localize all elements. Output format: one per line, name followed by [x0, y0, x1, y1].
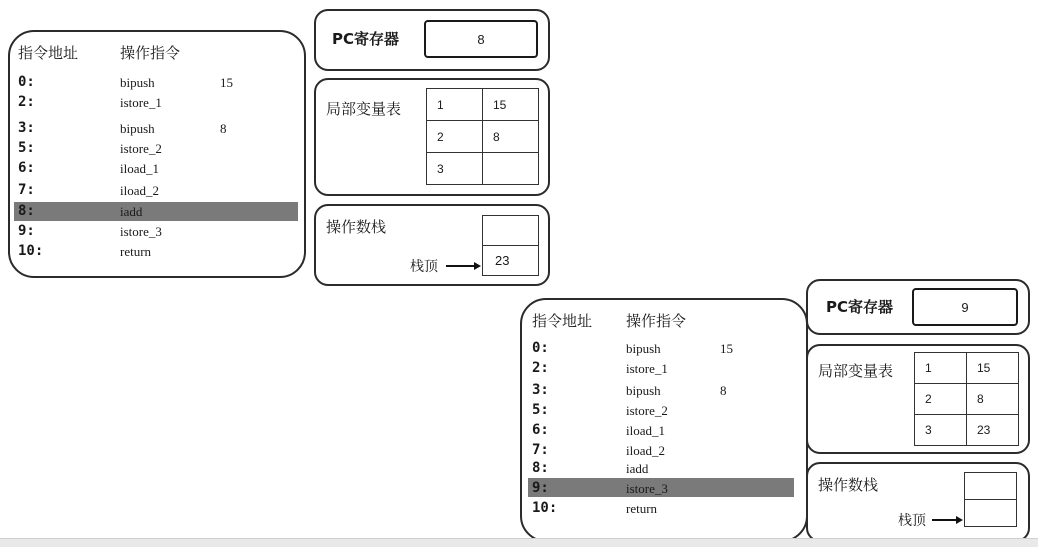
operand-stack-slot-row: [483, 216, 539, 246]
instruction-address: 2:: [18, 94, 35, 110]
instruction-opcode: iadd: [120, 204, 143, 219]
stack-top-arrow-head: [956, 516, 963, 524]
instruction-opcode: istore_3: [120, 224, 162, 239]
pc-register-label: PC寄存器: [332, 30, 400, 48]
instruction-address: 7:: [532, 442, 549, 458]
instruction-address: 3:: [532, 382, 549, 398]
local-variable-slot: 1: [915, 353, 967, 384]
instruction-address: 5:: [18, 140, 35, 156]
local-variable-slot: 3: [427, 153, 483, 185]
operand-stack-slot: [965, 473, 1017, 500]
local-variable-value: 8: [967, 384, 1019, 415]
instruction-address: 6:: [18, 160, 35, 176]
operand-stack-slot: [965, 500, 1017, 527]
snapshot-2: [510, 270, 1038, 540]
addr-header: 指令地址: [18, 44, 79, 62]
stack-top-arrow-line: [932, 519, 956, 521]
instruction-list-box: [520, 298, 808, 542]
instruction-opcode: return: [120, 244, 152, 259]
operand-stack-label: 操作数栈: [818, 476, 879, 494]
instruction-address: 2:: [532, 360, 549, 376]
instruction-opcode: bipush: [120, 75, 155, 90]
instruction-address: 6:: [532, 422, 549, 438]
pc-register-value: 9: [912, 288, 1018, 326]
instruction-address: 10:: [18, 243, 44, 259]
local-variable-table: [914, 352, 1019, 446]
instruction-opcode: iload_2: [120, 183, 159, 198]
local-variable-value: 23: [967, 415, 1019, 446]
local-variable-slot: 2: [915, 384, 967, 415]
stack-top-label: 栈顶: [898, 513, 926, 529]
instruction-opcode: istore_2: [120, 141, 162, 156]
local-variable-row: [427, 121, 539, 153]
local-variable-table-label: 局部变量表: [326, 100, 402, 118]
instruction-address: 0:: [532, 340, 549, 356]
instruction-opcode: istore_3: [626, 481, 668, 496]
stack-top-arrow-line: [446, 265, 474, 267]
stack-top-label: 栈顶: [410, 259, 438, 275]
local-variable-row: [915, 415, 1019, 446]
instruction-opcode: bipush: [626, 383, 661, 398]
local-variable-value: 15: [967, 353, 1019, 384]
op-header: 操作指令: [626, 312, 687, 330]
pc-register-label: PC寄存器: [826, 298, 894, 316]
pc-register-value: 8: [424, 20, 538, 58]
instruction-address: 8:: [18, 203, 35, 219]
instruction-address: 10:: [532, 500, 558, 516]
instruction-opcode: istore_1: [626, 361, 668, 376]
local-variable-slot: 2: [427, 121, 483, 153]
instruction-address: 7:: [18, 182, 35, 198]
instruction-operand: 15: [220, 75, 233, 90]
local-variable-row: [427, 89, 539, 121]
instruction-opcode: return: [626, 501, 658, 516]
operand-stack-label: 操作数栈: [326, 218, 387, 236]
local-variable-table: [426, 88, 539, 185]
instruction-opcode: istore_1: [120, 95, 162, 110]
local-variable-slot: 1: [427, 89, 483, 121]
operand-stack: [964, 472, 1017, 527]
op-header: 操作指令: [120, 44, 181, 62]
instruction-address: 0:: [18, 74, 35, 90]
stack-top-arrow-head: [474, 262, 481, 270]
operand-stack-slot-row: [965, 473, 1017, 500]
local-variable-value: 8: [483, 121, 539, 153]
instruction-opcode: iadd: [626, 461, 649, 476]
local-variable-slot: 3: [915, 415, 967, 446]
instruction-opcode: bipush: [120, 121, 155, 136]
local-variable-row: [915, 353, 1019, 384]
local-variable-row: [915, 384, 1019, 415]
local-variable-row: [427, 153, 539, 185]
instruction-address: 9:: [532, 480, 549, 496]
instruction-address: 9:: [18, 223, 35, 239]
instruction-operand: 15: [720, 341, 733, 356]
operand-stack: [482, 215, 539, 276]
instruction-address: 5:: [532, 402, 549, 418]
local-variable-table-label: 局部变量表: [818, 362, 894, 380]
current-instruction-highlight: [14, 202, 298, 221]
operand-stack-slot: [483, 216, 539, 246]
addr-header: 指令地址: [532, 312, 593, 330]
instruction-address: 8:: [532, 460, 549, 476]
local-variable-value: [483, 153, 539, 185]
operand-stack-slot: 23: [483, 246, 539, 276]
operand-stack-slot-row: [965, 500, 1017, 527]
snapshot-1: [0, 0, 560, 290]
instruction-operand: 8: [220, 121, 227, 136]
instruction-operand: 8: [720, 383, 727, 398]
instruction-opcode: iload_2: [626, 443, 665, 458]
instruction-address: 3:: [18, 120, 35, 136]
instruction-opcode: bipush: [626, 341, 661, 356]
instruction-opcode: istore_2: [626, 403, 668, 418]
instruction-opcode: iload_1: [626, 423, 665, 438]
instruction-opcode: iload_1: [120, 161, 159, 176]
local-variable-value: 15: [483, 89, 539, 121]
